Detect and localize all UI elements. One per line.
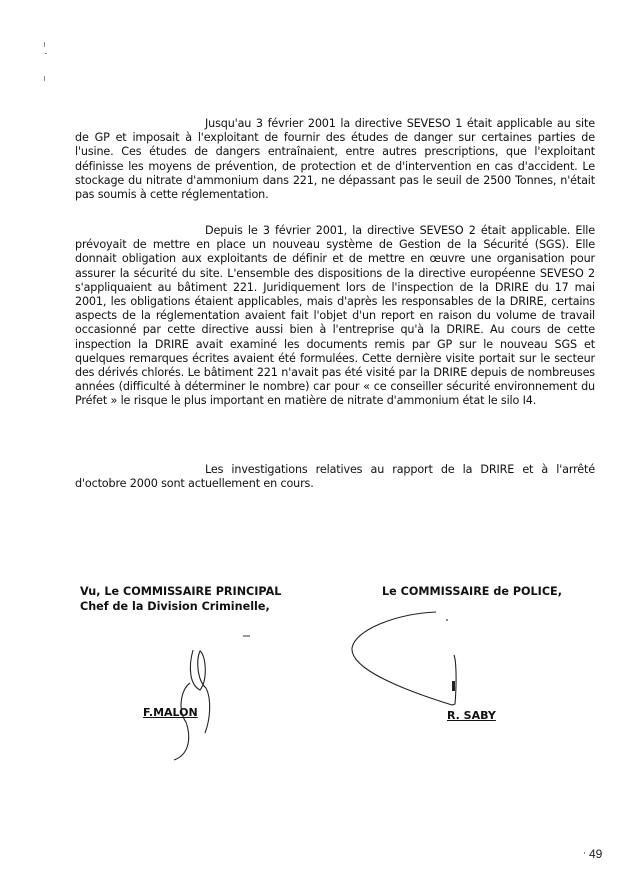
signatory-title: Le COMMISSAIRE de POLICE, (382, 585, 562, 598)
paragraph-body: d'octobre 2000 sont actuellement en cours. (75, 477, 314, 491)
signatory-division: Chef de la Division Criminelle, (80, 600, 270, 613)
paragraph-investigations (75, 463, 595, 491)
signature-right-dot (446, 619, 448, 621)
paragraph-seveso-2 (75, 224, 595, 409)
paragraph-seveso-1 (75, 117, 595, 202)
scan-speck (44, 76, 45, 81)
signature-block-right (382, 584, 562, 599)
paragraph-body: de GP et imposait à l'exploitant de fournir des études de danger sur certaines parties de l'usine. Ces études de dangers entraînaient, entre autres prescriptions, que l'exploitant définisse les moyens de prévention, de protection et de d'intervention en cas d'accident. Le stockage du nitrate d'ammonium dans 221, ne dépassant pas le seuil de 2500 Tonnes, n'était pas soumis à cette réglementation. (75, 131, 595, 202)
scan-speck (44, 42, 45, 47)
paragraph-first-line: Les investigations relatives au rapport de la DRIRE et à l'arrêté (205, 463, 595, 476)
signatory-name-left: F.MALON (143, 706, 198, 719)
paragraph-first-line: Jusqu'au 3 février 2001 la directive SEVESO 1 était applicable au site (205, 117, 595, 130)
paragraph-first-line: Depuis le 3 février 2001, la directive SEVESO 2 était applicable. Elle (205, 224, 595, 237)
signatory-name-right: R. SABY (447, 709, 496, 722)
signature-left-stroke (174, 650, 210, 760)
signature-block-left (80, 584, 281, 614)
signature-right-stroke (352, 612, 456, 705)
page-number: 49 (589, 847, 603, 861)
signatory-title: Vu, Le COMMISSAIRE PRINCIPAL (80, 585, 282, 598)
signature-right-mark (452, 681, 455, 691)
scan-speck (584, 852, 585, 854)
paragraph-body: prévoyait de mettre en place un nouveau système de Gestion de la Sécurité (SGS). Elle donnait obligation aux exploitants de définir et de mettre en œuvre une organisation pour assurer la sécurité du site. L'ensemble des dispositions de la directive européenne SEVESO 2 s'appliquaient au bâtiment 221. Juridiquement lors de l'inspection de la DRIRE du 17 mai 2001, les obligations étaient applicables, mais d'après les responsables de la DRIRE, certains aspects de la réglementation avaient fait l'objet d'un report en raison du volume de travail occasionné par cette directive aussi bien à l'entreprise qu'à la DRIRE. Au cours de cette inspection la DRIRE avait examiné les documents remis par GP sur le nouveau SGS et quelques remarques écrites avaient été formulées. Cette dernière visite portait sur le secteur des dérivés chlorés. Le bâtiment 221 n'avait pas été visité par la DRIRE depuis de nombreuses années (difficulté à déterminer le nombre) car pour « ce conseiller sécurité environnement du Préfet » le risque le plus important en matière de nitrate d'ammonium état le silo I4. (75, 238, 595, 408)
scan-speck (45, 53, 47, 54)
